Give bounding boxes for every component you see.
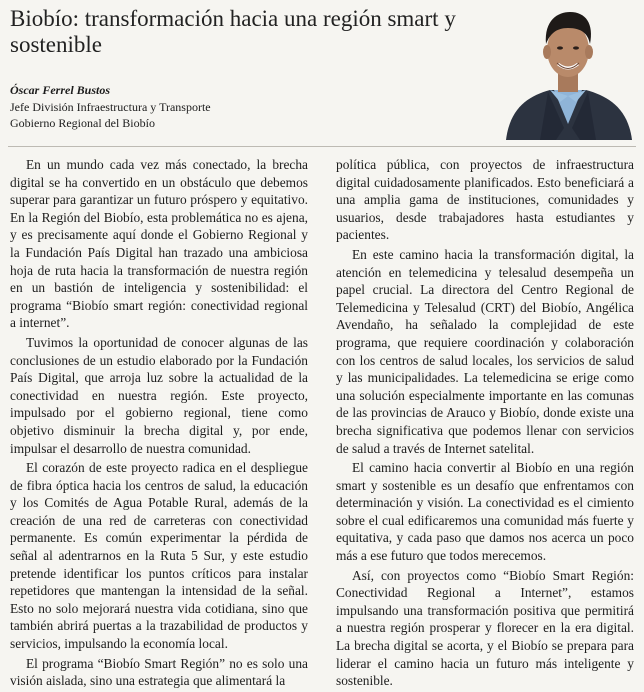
author-portrait-image — [498, 4, 638, 140]
article-column-right — [336, 156, 634, 692]
paragraph: En este camino hacia la transformación digital, la atención en telemedicina y telesalud desempeña un papel crucial. La directora del Centro Regional de Telemedicina y Telesalud (CRT) del Biobío, Angélica Avendaño, ha señalado la complejidad de este programa, que requiere coordinación y colaboración con los centros de salud locales, los servicios de salud y las municipalidades. La telemedicina se erige como una solución especialmente importante en las comunas de las provincias de Arauco y Biobío, donde existe una brecha significativa que podemos llenar con servicios de salud a través de Internet satelital. — [336, 246, 634, 456]
paragraph: El programa “Biobío Smart Región” no es solo una visión aislada, sino una estrategia que alimentará la — [10, 655, 308, 689]
article-title: Biobío: transformación hacia una región smart y sostenible — [10, 6, 456, 57]
paragraph: El corazón de este proyecto radica en el despliegue de fibra óptica hacia los centros de salud, la educación y los Comités de Agua Potable Rural, además de la creación de una red de carreteras con conectividad permanente. Es común experimentar la pérdida de señal al adentrarnos en la Ruta 5 Sur, y este estudio pretende identificar los puntos críticos para instalar repetidores que mantengan la intensidad de la señal. Esto no solo mejorará nuestra vida cotidiana, sino que también abrirá puertas a la trazabilidad de productos y servicios, impulsando la economía local. — [10, 460, 308, 652]
paragraph: política pública, con proyectos de infraestructura digital cuidadosamente planificados. Esto beneficiará a una amplia gama de instituciones, comunidades y usuarios, desde trabajadores hasta estudiantes y pacientes. — [336, 157, 634, 243]
paragraph: El camino hacia convertir al Biobío en una región smart y sostenible es un desafío que enfrentamos con determinación y visión. La conectividad es el cimiento sobre el cual edificaremos una comunidad más fuerte y equitativa, y cada paso que damos nos acerca un poco más a ese futuro que todos merecemos. — [336, 460, 634, 564]
author-position: Jefe División Infraestructura y Transporte — [10, 100, 211, 114]
author-organization: Gobierno Regional del Biobío — [10, 116, 155, 130]
author-photo — [498, 4, 638, 140]
header-divider — [8, 146, 636, 147]
paragraph: Tuvimos la oportunidad de conocer algunas de las conclusiones de un estudio elaborado por la Fundación País Digital, que arroja luz sobre la actualidad de la conectividad en nuestra región. Este proyecto, impulsado por el gobierno regional, tiene como objetivo disminuir la brecha digital y, por ende, impulsar el desarrollo de nuestra comunidad. — [10, 334, 308, 456]
author-byline — [10, 82, 410, 131]
author-name: Óscar Ferrel Bustos — [10, 83, 111, 97]
paragraph: Así, con proyectos como “Biobío Smart Región: Conectividad Regional a Internet”, estamos impulsando una transformación positiva que permitirá a nuestra región prosperar y florecer en la era digital. La brecha digital se acorta, y el Biobío se prepara para liderar el camino hacia un futuro más inteligente y sostenible. — [336, 567, 634, 689]
paragraph: En un mundo cada vez más conectado, la brecha digital se ha convertido en un obstáculo que debemos superar para garantizar un futuro próspero y equitativo. En la Región del Biobío, esta problemática no es ajena, y es precisamente aquí donde el Gobierno Regional y la Fundación País Digital han trazado una ambiciosa hoja de ruta hacia la transformación de nuestra región en un bastión de inteligencia y sostenibilidad: el programa “Biobío smart región: conectividad regional a internet”. — [10, 157, 308, 331]
article-column-left — [10, 156, 308, 692]
